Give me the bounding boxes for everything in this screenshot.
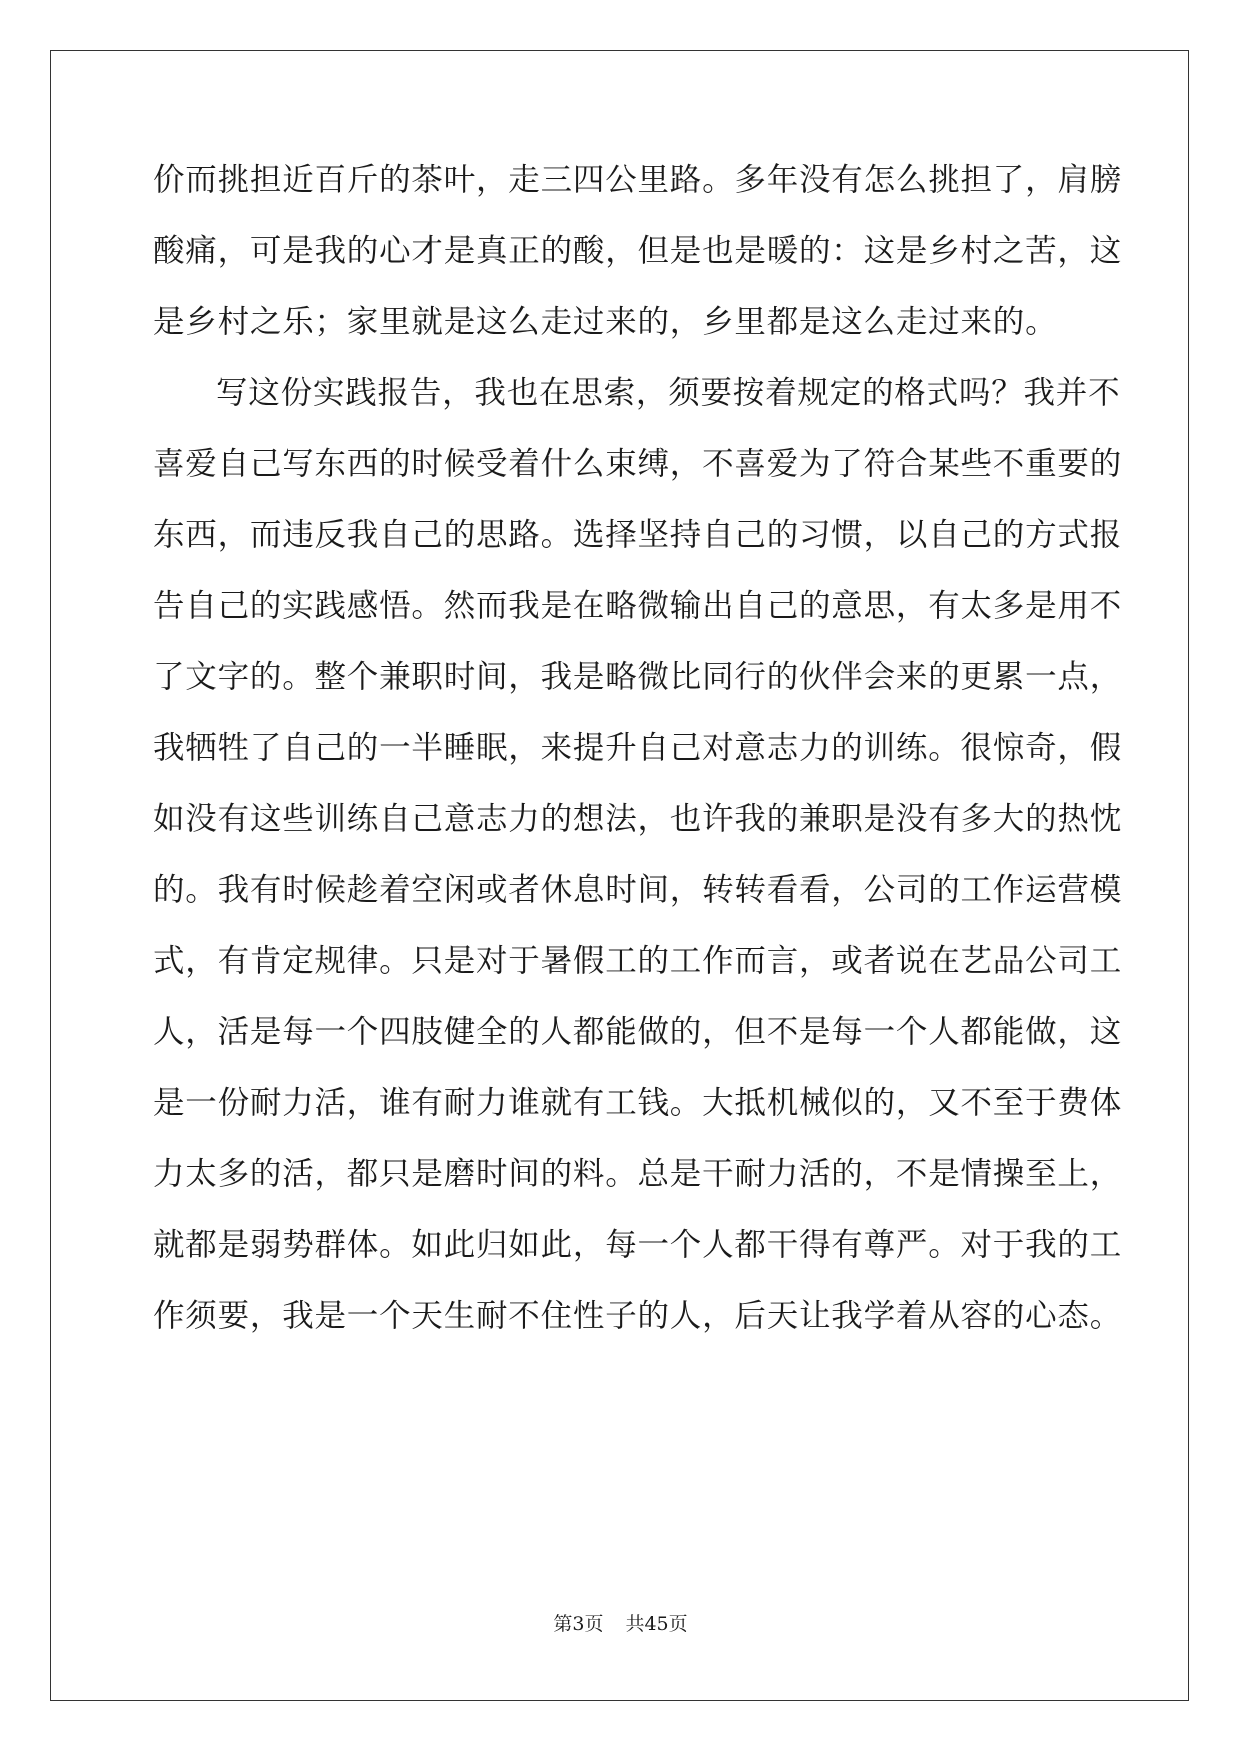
text-line: 了文字的。整个兼职时间，我是略微比同行的伙伴会来的更累一点， (153, 659, 1123, 695)
text-line: 东西，而违反我自己的思路。选择坚持自己的习惯，以自己的方式报 (153, 517, 1123, 553)
text-line: 力太多的活，都只是磨时间的料。总是干耐力活的，不是情操至上， (153, 1156, 1123, 1192)
text-line: 是一份耐力活，谁有耐力谁就有工钱。大抵机械似的，又不至于费体 (153, 1085, 1123, 1121)
text-line: 喜爱自己写东西的时候受着什么束缚，不喜爱为了符合某些不重要的 (153, 446, 1123, 482)
page-footer (0, 1612, 1241, 1636)
page-number: 第3页 (553, 1613, 604, 1635)
text-line: 告自己的实践感悟。然而我是在略微输出自己的意思，有太多是用不 (153, 588, 1123, 624)
text-line: 是乡村之乐；家里就是这么走过来的，乡里都是这么走过来的。 (153, 304, 1058, 340)
text-line: 的。我有时候趁着空闲或者休息时间，转转看看，公司的工作运营模 (153, 872, 1123, 908)
text-line: 我牺牲了自己的一半睡眠，来提升自己对意志力的训练。很惊奇，假 (153, 730, 1123, 766)
page-total: 共45页 (625, 1613, 688, 1635)
text-line: 酸痛，可是我的心才是真正的酸，但是也是暖的：这是乡村之苦，这 (153, 233, 1123, 269)
text-line: 人，活是每一个四肢健全的人都能做的，但不是每一个人都能做，这 (153, 1014, 1123, 1050)
paragraph-first-line: 写这份实践报告，我也在思索，须要按着规定的格式吗？我并不 (216, 375, 1121, 411)
text-line: 价而挑担近百斤的茶叶，走三四公里路。多年没有怎么挑担了，肩膀 (153, 162, 1123, 198)
text-line: 式，有肯定规律。只是对于暑假工的工作而言，或者说在艺品公司工 (153, 943, 1123, 979)
text-line: 作须要，我是一个天生耐不住性子的人，后天让我学着从容的心态。 (153, 1298, 1123, 1334)
text-line: 如没有这些训练自己意志力的想法，也许我的兼职是没有多大的热忱 (153, 801, 1123, 837)
text-line: 就都是弱势群体。如此归如此，每一个人都干得有尊严。对于我的工 (153, 1227, 1123, 1263)
